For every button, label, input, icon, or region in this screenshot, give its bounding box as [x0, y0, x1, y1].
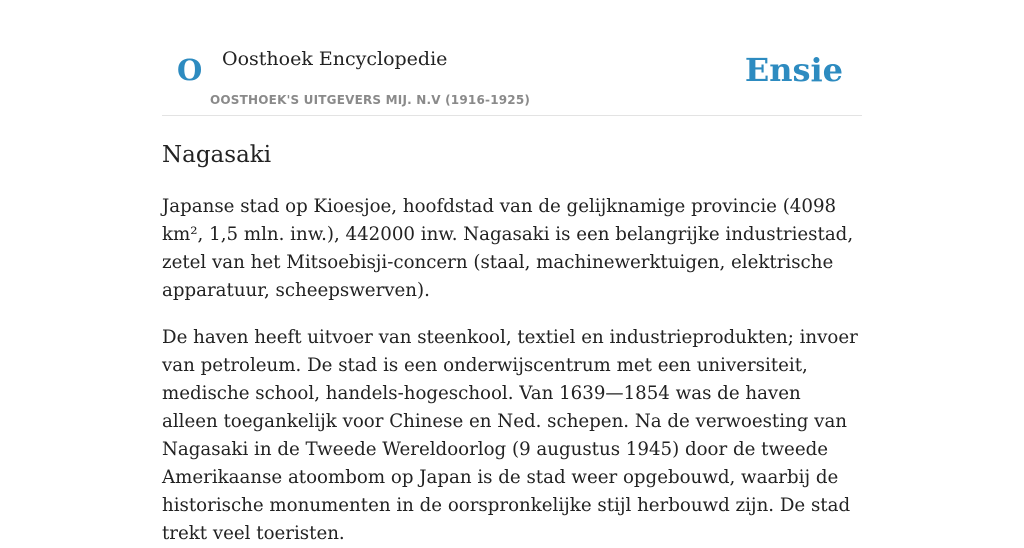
entry-paragraph: Japanse stad op Kioesjoe, hoofdstad van de gelijknamige provincie (4098 km², 1,5 mln. inw.), 442000 inw. Nagasaki is een belangrijke industriestad, zetel van het Mitsoebisji-concern (staal, machinewerktuigen, elektrische apparatuur, scheepswerven). — [162, 196, 854, 301]
source-logo[interactable]: O — [177, 53, 203, 87]
source-header — [162, 44, 862, 116]
source-title[interactable]: Oosthoek Encyclopedie — [222, 48, 448, 70]
source-subtitle: OOSTHOEK'S UITGEVERS MIJ. N.V (1916-1925) — [210, 93, 531, 107]
page — [162, 0, 862, 548]
entry-paragraph: De haven heeft uitvoer van steenkool, textiel en industrieprodukten; invoer van petroleum. De stad is een onderwijscentrum met een universiteit, medische school, handels-hogeschool. Van 1639—1854 was de haven alleen toegankelijk voor Chinese en Ned. schepen. Na de verwoesting van Nagasaki in de Tweede Wereldoorlog (9 augustus 1945) door de tweede Amerikaanse atoombom op Japan is de stad weer opgebouwd, waarbij de historische monumenten in de oorspronkelijke stijl herbouwd zijn. De stad trekt veel toeristen. — [162, 327, 858, 544]
entry-title: Nagasaki — [162, 142, 272, 168]
brand-logo[interactable]: Ensie — [744, 51, 843, 89]
entry-body — [162, 193, 862, 548]
